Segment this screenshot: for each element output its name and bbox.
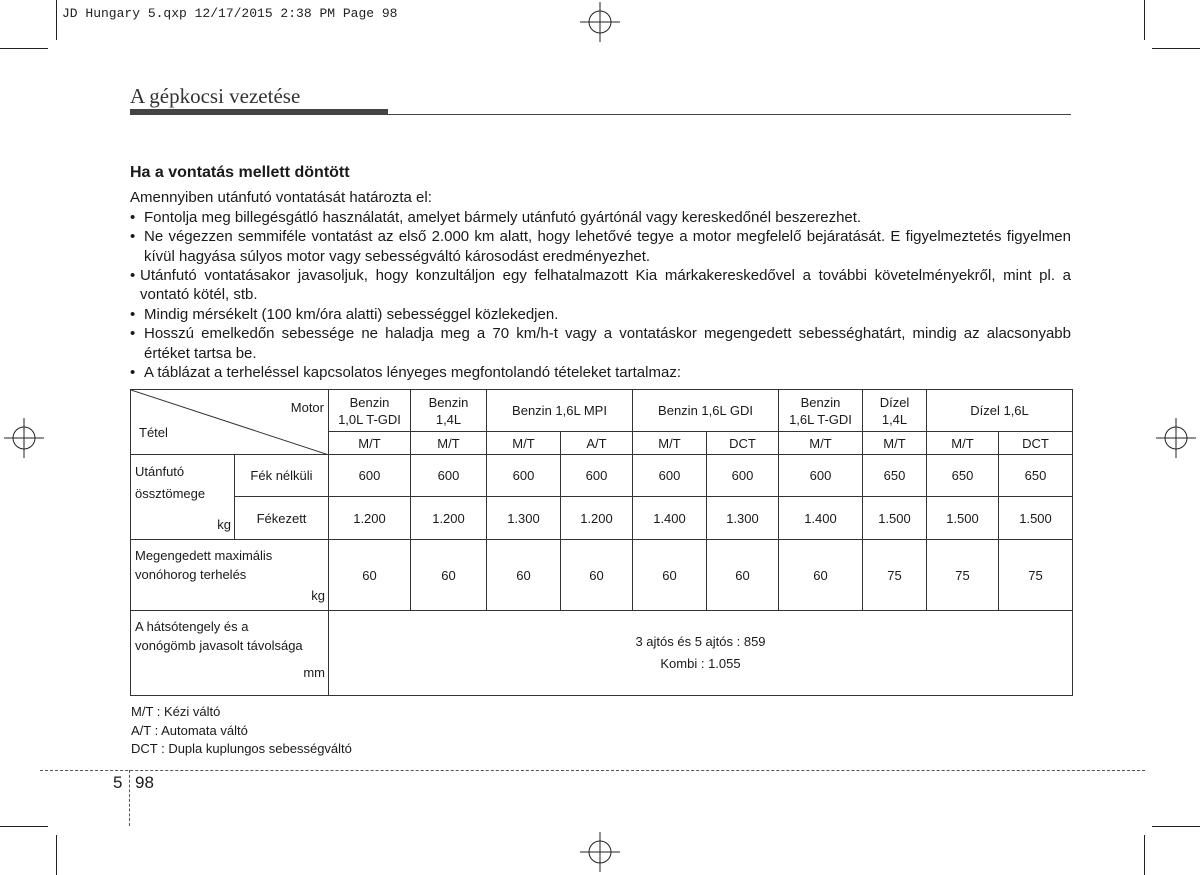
abbreviation-notes [131,703,352,759]
list-item: • Hosszú emelkedőn sebessége ne haladja meg a 70 km/h-t vagy a vontatáskor megengedett sebességhatárt, mindig az alacsonyabb értéket tartsa be. [130,324,1071,363]
crop-mark [1152,826,1200,827]
crop-mark [56,835,57,875]
table-cell: 75 [999,540,1073,611]
table-cell: 600 [487,455,561,497]
transmission-header: M/T [927,432,999,455]
table-cell: 600 [633,455,707,497]
registration-mark-icon [1156,418,1196,458]
distance-unit: mm [303,665,325,680]
table-cell: 60 [779,540,863,611]
table-cell: 60 [329,540,411,611]
transmission-header: M/T [411,432,487,455]
engine-header: Dízel 1,4L [863,390,927,432]
table-cell: 60 [561,540,633,611]
body-text [130,163,1071,382]
table-cell: 650 [863,455,927,497]
trailer-weight-unit: kg [217,517,231,532]
hitch-load-label [131,540,329,611]
list-item: • Ne végezzen semmiféle vontatást az első 2.000 km alatt, hogy lehetővé tegye a motor megfelelő bejáratását. E figyelmeztetés figyelmen kívül hagyása súlyos motor vagy sebességváltó károsodást eredményezhet. [130,227,1071,266]
corner-item-label: Tétel [139,425,168,440]
note-line: M/T : Kézi váltó [131,704,221,719]
table-cell: 650 [999,455,1073,497]
engine-header: Benzin 1,0L T-GDI [329,390,411,432]
registration-mark-icon [4,418,44,458]
page-number: 98 [135,773,154,792]
table-cell: 1.500 [999,497,1073,540]
table-cell: 1.300 [487,497,561,540]
hitch-load-unit: kg [311,588,325,603]
crop-mark [56,0,57,40]
distance-value-line: Kombi : 1.055 [660,656,741,671]
header-rule [130,109,388,115]
transmission-header: M/T [329,432,411,455]
table-cell: 650 [927,455,999,497]
distance-value-line: 3 ajtós és 5 ajtós : 859 [635,634,766,649]
table-row [131,611,1073,696]
table-cell: 600 [329,455,411,497]
table-cell: 75 [927,540,999,611]
registration-mark-icon [580,832,620,872]
table-cell: 1.500 [863,497,927,540]
note-line: DCT : Dupla kuplungos sebességváltó [131,741,352,756]
table-row [131,540,1073,611]
table-cell: 1.200 [329,497,411,540]
section-heading: Ha a vontatás mellett döntött [130,164,350,181]
crop-mark [0,48,48,49]
trailer-weight-text: Utánfutó össztömege [135,464,206,501]
hitch-load-text: Megengedett maximális vonóhorog terhelés [135,548,273,582]
list-item: • Mindig mérsékelt (100 km/óra alatti) sebességgel közlekedjen. [130,305,1071,324]
unbraked-label: Fék nélküli [235,455,329,497]
list-item: • Utánfutó vontatásakor javasoljuk, hogy konzultáljon egy felhatalmazott Kia márkakereskedővel a további követelményekről, mint pl. a vontató kötél, stb. [130,266,1071,305]
registration-mark-icon [580,2,620,42]
note-line: A/T : Automata váltó [131,722,248,738]
distance-value-cell [329,611,1073,696]
crop-mark [0,826,48,827]
table-cell: 75 [863,540,927,611]
crop-mark [1144,835,1145,875]
table-row [131,497,1073,540]
table-cell: 60 [411,540,487,611]
distance-text: A hátsótengely és a vonógömb javasolt távolsága [135,619,303,653]
towing-spec-table [130,389,1073,696]
table-cell: 1.300 [707,497,779,540]
table-cell: 60 [707,540,779,611]
table-row [131,455,1073,497]
table-cell: 60 [487,540,561,611]
crop-mark [1144,0,1145,40]
braked-label: Fékezett [235,497,329,540]
transmission-header: DCT [707,432,779,455]
table-cell: 60 [633,540,707,611]
transmission-header: M/T [863,432,927,455]
table-cell: 1.400 [633,497,707,540]
table-cell: 600 [561,455,633,497]
engine-header: Dízel 1,6L [927,390,1073,432]
distance-label [131,611,329,696]
transmission-header: A/T [561,432,633,455]
intro-paragraph: Amennyiben utánfutó vontatását határozta el: [130,189,432,207]
footer-divider [129,770,130,826]
transmission-header: M/T [633,432,707,455]
table-cell: 1.500 [927,497,999,540]
trailer-weight-label [131,455,235,540]
transmission-header: DCT [999,432,1073,455]
print-slug: JD Hungary 5.qxp 12/17/2015 2:38 PM Page 98 [62,6,398,21]
table-cell: 600 [707,455,779,497]
transmission-header: M/T [779,432,863,455]
table-corner-cell [131,390,329,455]
engine-header: Benzin 1,4L [411,390,487,432]
list-item: • A táblázat a terheléssel kapcsolatos lényeges megfontolandó tételeket tartalmaz: [130,363,1071,382]
list-item: • Fontolja meg billegésgátló használatát, amelyet bármely utánfutó gyártónál vagy kereskedőnél beszerezhet. [130,208,1071,227]
page-section-number: 5 [113,773,123,792]
table-cell: 600 [779,455,863,497]
engine-header: Benzin 1,6L GDI [633,390,779,432]
table-cell: 600 [411,455,487,497]
footer-rule [40,770,1145,771]
corner-motor-label: Motor [290,400,324,415]
table-cell: 1.200 [561,497,633,540]
table-cell: 1.200 [411,497,487,540]
engine-header: Benzin 1,6L T-GDI [779,390,863,432]
engine-header: Benzin 1,6L MPI [487,390,633,432]
transmission-header: M/T [487,432,561,455]
header-rule [388,114,1071,115]
chapter-title: A gépkocsi vezetése [130,84,301,108]
crop-mark [1152,48,1200,49]
table-cell: 1.400 [779,497,863,540]
bullet-list [130,208,1071,383]
